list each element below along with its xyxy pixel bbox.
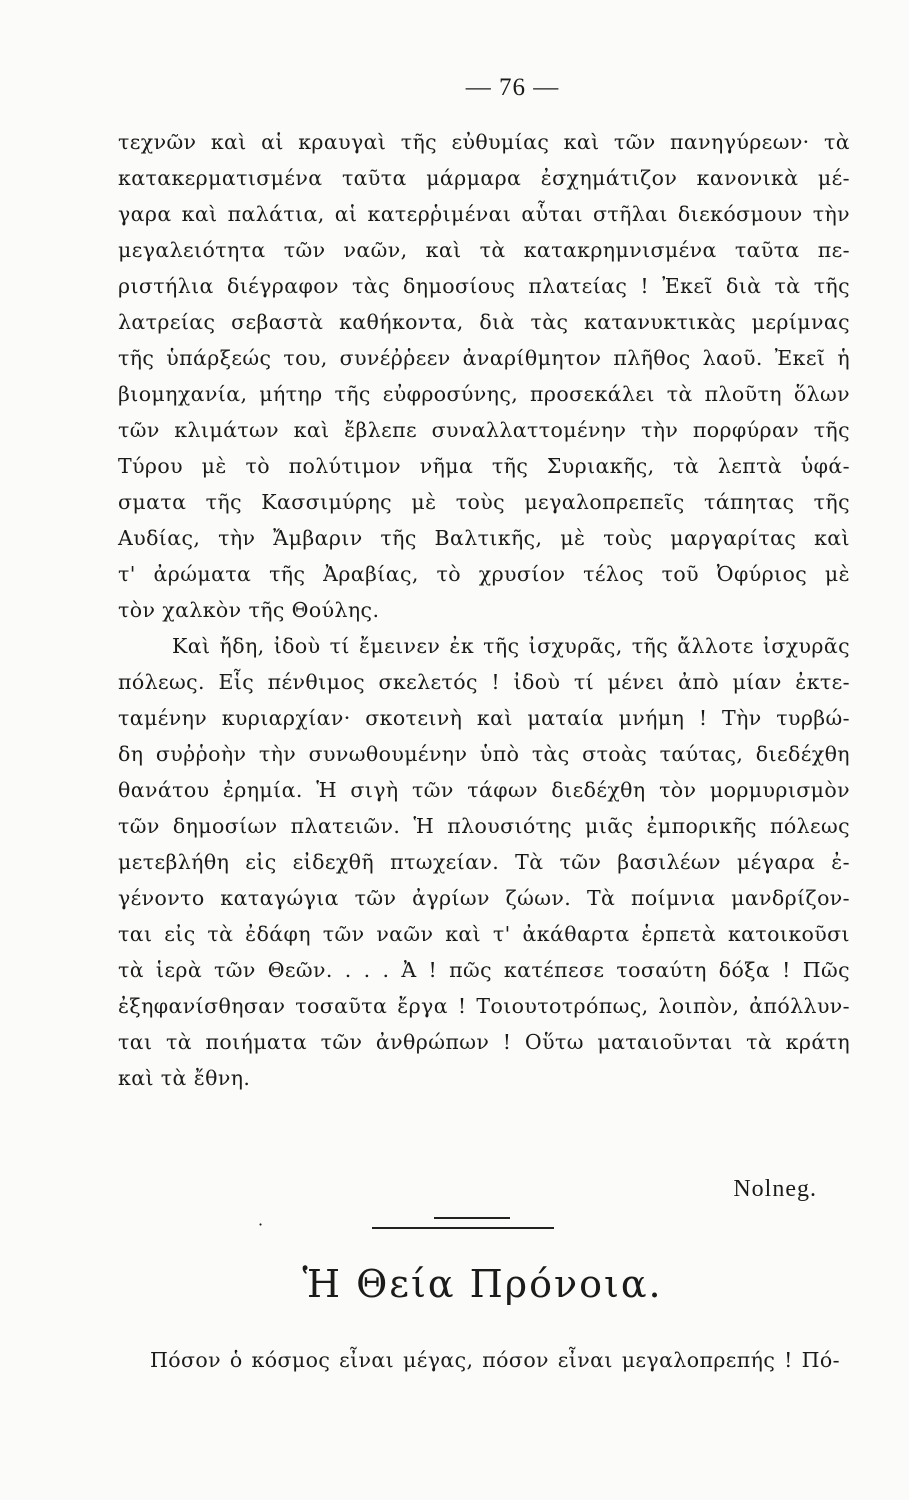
text-line: σματα τῆς Κασσιμύρης μὲ τοὺς μεγαλοπρεπεῖς τάπητας τῆς <box>118 490 850 514</box>
text-line: ἐξηφανίσθησαν τοσαῦτα ἔργα ! Τοιουτοτρόπως, λοιπὸν, ἀπόλλυν- <box>118 994 850 1018</box>
text-line: Τύρου μὲ τὸ πολύτιμον νῆμα τῆς Συριακῆς, τὰ λεπτὰ ὑφά- <box>118 454 850 478</box>
author-signature: Nolneg. <box>733 1176 817 1202</box>
text-line: ταμένην κυριαρχίαν· σκοτεινὴ καὶ ματαία μνήμη ! Τὴν τυρβώ- <box>118 706 850 730</box>
text-line: μεγαλειότητα τῶν ναῶν, καὶ τὰ κατακρημνισμένα ταῦτα πε- <box>118 238 850 262</box>
text-line: θανάτου ἐρημία. Ἡ σιγὴ τῶν τάφων διεδέχθη τὸν μορμυρισμὸν <box>118 778 850 802</box>
text-line: γένοντο καταγώγια τῶν ἀγρίων ζώων. Τὰ ποίμνια μανδρίζον- <box>118 886 850 910</box>
paragraph-2 <box>118 628 850 1096</box>
text-line: γαρα καὶ παλάτια, αἱ κατερῥιμέναι αὗται στῆλαι διεκόσμουν τὴν <box>118 202 850 226</box>
section-heading: Ἡ Θεία Πρόνοια. <box>302 1262 663 1306</box>
paragraph-1 <box>118 124 850 628</box>
body-text <box>118 124 850 1096</box>
text-line: Καὶ ἤδη, ἰδοὺ τί ἔμεινεν ἐκ τῆς ἰσχυρᾶς, τῆς ἄλλοτε ἰσχυρᾶς <box>172 634 850 658</box>
text-line: δη συῤῥοὴν τὴν συνωθουμένην ὑπὸ τὰς στοὰς ταύτας, διεδέχθη <box>118 742 850 766</box>
text-line: Αυδίας, τὴν Ἄμβαριν τῆς Βαλτικῆς, μὲ τοὺς μαργαρίτας καὶ <box>118 526 850 550</box>
text-line: τὸν χαλκὸν τῆς Θούλης. <box>118 598 380 622</box>
text-line: μετεβλήθη εἰς εἰδεχθῆ πτωχείαν. Τὰ τῶν βασιλέων μέγαρα ἐ- <box>118 850 850 874</box>
text-line: τὰ ἱερὰ τῶν Θεῶν. . . . Ἀ ! πῶς κατέπεσε τοσαύτη δόξα ! Πῶς <box>118 958 850 982</box>
divider-dot: · <box>258 1215 264 1234</box>
text-line: ται τὰ ποιήματα τῶν ἀνθρώπων ! Οὕτω ματαιοῦνται τὰ κράτη <box>118 1030 850 1054</box>
text-line: τῶν δημοσίων πλατειῶν. Ἡ πλουσιότης μιᾶς ἐμπορικῆς πόλεως <box>118 814 850 838</box>
text-line: τῶν κλιμάτων καὶ ἔβλεπε συναλλαττομένην τὴν πορφύραν τῆς <box>118 418 850 442</box>
divider-ornament <box>434 1217 510 1229</box>
text-line: βιομηχανία, μήτηρ τῆς εὐφροσύνης, προσεκάλει τὰ πλοῦτη ὅλων <box>118 382 850 406</box>
text-line: Πόσον ὁ κόσμος εἶναι μέγας, πόσον εἶναι μεγαλοπρεπής ! Πό- <box>150 1348 840 1372</box>
text-line: κατακερματισμένα ταῦτα μάρμαρα ἐσχημάτιζον κανονικὰ μέ- <box>118 166 850 190</box>
text-line: τῆς ὑπάρξεώς του, συνέῤῥεεν ἀναρίθμητον πλῆθος λαοῦ. Ἐκεῖ ἡ <box>118 346 850 370</box>
text-line: τ' ἀρώματα τῆς Ἀραβίας, τὸ χρυσίον τέλος τοῦ Ὀφύριος μὲ <box>118 562 850 586</box>
text-line: ριστήλια διέγραφον τὰς δημοσίους πλατείας ! Ἐκεῖ διὰ τὰ τῆς <box>118 274 850 298</box>
page-number: — 76 — <box>465 74 560 101</box>
text-line: λατρείας σεβαστὰ καθήκοντα, διὰ τὰς κατανυκτικὰς μερίμνας <box>118 310 850 334</box>
text-line: πόλεως. Εἷς πένθιμος σκελετός ! ἰδοὺ τί μένει ἀπὸ μίαν ἐκτε- <box>118 670 850 694</box>
text-line: τεχνῶν καὶ αἱ κραυγαὶ τῆς εὐθυμίας καὶ τῶν πανηγύρεων· τὰ <box>118 130 850 154</box>
text-line: ται εἰς τὰ ἐδάφη τῶν ναῶν καὶ τ' ἀκάθαρτα ἑρπετὰ κατοικοῦσι <box>118 922 850 946</box>
text-line: καὶ τὰ ἔθνη. <box>118 1066 251 1090</box>
